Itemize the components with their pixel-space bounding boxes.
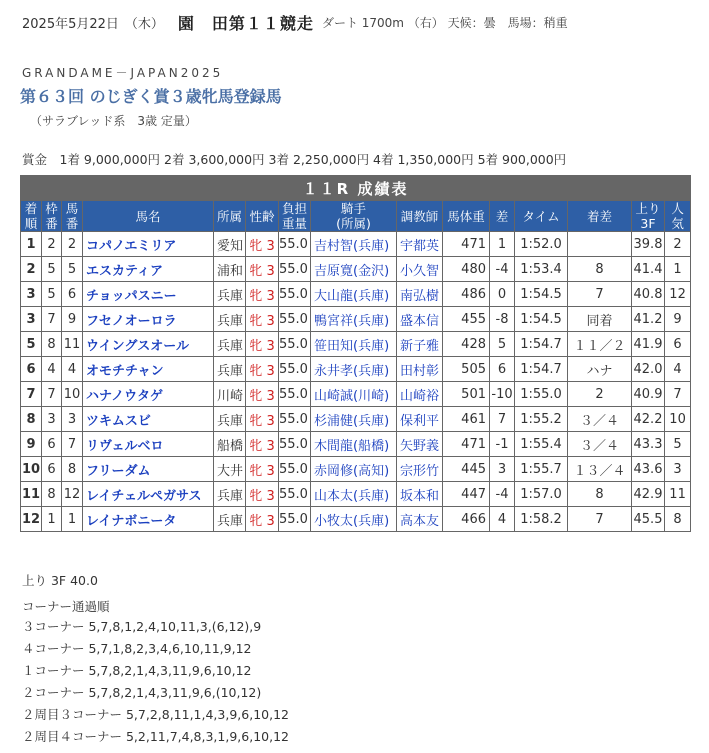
table-row — [21, 232, 691, 257]
popularity-cell: 7 — [665, 382, 691, 407]
corner-line: ４コーナー 5,7,1,8,2,3,4,6,10,11,9,12 — [22, 641, 252, 656]
page-title: 第６３回 のじぎく賞３歳牝馬登録馬 — [20, 87, 282, 106]
popularity-cell: 10 — [665, 407, 691, 432]
pos-cell: 8 — [21, 407, 42, 432]
sex-age-cell: 牝 3 — [246, 307, 279, 332]
last3f-cell: 42.0 — [632, 357, 665, 382]
diff-cell: 1 — [490, 232, 515, 257]
jockey-link[interactable]: 大山龍(兵庫) — [311, 282, 397, 307]
col-margin: 着差 — [568, 201, 632, 232]
weight-cell: 55.0 — [279, 357, 311, 382]
prize-money: 賞金 1着 9,000,000円 2着 3,600,000円 3着 2,250,000円 4着 1,350,000円 5着 900,000円 — [22, 152, 567, 167]
race-weekday: （木） — [124, 16, 164, 32]
num-cell: 9 — [62, 307, 83, 332]
race-name: 園 田第１１競走 — [177, 13, 314, 33]
num-cell: 2 — [62, 232, 83, 257]
diff-cell: 6 — [490, 357, 515, 382]
area-cell: 兵庫 — [214, 507, 246, 532]
horse-name-link[interactable]: レイナボニータ — [83, 507, 214, 532]
bodyweight-cell: 455 — [443, 307, 490, 332]
jockey-link[interactable]: 吉村智(兵庫) — [311, 232, 397, 257]
organizer-label: GRANDAME－JAPAN2025 — [22, 66, 224, 80]
weight-cell: 55.0 — [279, 382, 311, 407]
bodyweight-cell: 461 — [443, 407, 490, 432]
horse-name-link[interactable]: フセノオーロラ — [83, 307, 214, 332]
area-cell: 船橋 — [214, 432, 246, 457]
horse-name-link[interactable]: ツキムスビ — [83, 407, 214, 432]
time-cell: 1:54.5 — [515, 282, 568, 307]
trainer-link[interactable]: 坂本和 — [397, 482, 443, 507]
waku-cell: 4 — [42, 357, 62, 382]
time-cell: 1:55.0 — [515, 382, 568, 407]
area-cell: 兵庫 — [214, 332, 246, 357]
col-time: タイム — [515, 201, 568, 232]
col-area: 所属 — [214, 201, 246, 232]
time-cell: 1:57.0 — [515, 482, 568, 507]
horse-name-link[interactable]: ウイングスオール — [83, 332, 214, 357]
popularity-cell: 5 — [665, 432, 691, 457]
col-num: 馬 番 — [62, 201, 83, 232]
horse-name-link[interactable]: リヴェルベロ — [83, 432, 214, 457]
margin-cell: 7 — [568, 282, 632, 307]
pos-cell: 9 — [21, 432, 42, 457]
pos-cell: 12 — [21, 507, 42, 532]
corner-line: ２周目４コーナー 5,2,11,7,4,8,3,1,9,6,10,12 — [22, 729, 289, 744]
weight-cell: 55.0 — [279, 307, 311, 332]
table-row — [21, 407, 691, 432]
bodyweight-cell: 505 — [443, 357, 490, 382]
weight-cell: 55.0 — [279, 432, 311, 457]
sex-age-cell: 牝 3 — [246, 432, 279, 457]
waku-cell: 6 — [42, 432, 62, 457]
table-row — [21, 307, 691, 332]
pos-cell: 3 — [21, 282, 42, 307]
time-cell: 1:54.7 — [515, 357, 568, 382]
time-cell: 1:53.4 — [515, 257, 568, 282]
horse-name-link[interactable]: ハナノウタゲ — [83, 382, 214, 407]
diff-cell: -4 — [490, 482, 515, 507]
last3f-cell: 43.6 — [632, 457, 665, 482]
last3f-cell: 41.2 — [632, 307, 665, 332]
num-cell: 5 — [62, 257, 83, 282]
col-jockey: 騎手 (所属) — [311, 201, 397, 232]
weight-cell: 55.0 — [279, 332, 311, 357]
sex-age-cell: 牝 3 — [246, 332, 279, 357]
waku-cell: 6 — [42, 457, 62, 482]
weight-cell: 55.0 — [279, 257, 311, 282]
num-cell: 12 — [62, 482, 83, 507]
pos-cell: 11 — [21, 482, 42, 507]
time-cell: 1:58.2 — [515, 507, 568, 532]
horse-name-link[interactable]: チョッパスニー — [83, 282, 214, 307]
time-cell: 1:54.7 — [515, 332, 568, 357]
margin-cell: 2 — [568, 382, 632, 407]
table-row — [21, 357, 691, 382]
corner-title: コーナー通過順 — [22, 599, 110, 614]
table-row — [21, 457, 691, 482]
num-cell: 10 — [62, 382, 83, 407]
num-cell: 8 — [62, 457, 83, 482]
col-pos: 着 順 — [21, 201, 42, 232]
bodyweight-cell: 428 — [443, 332, 490, 357]
sex-age-cell: 牝 3 — [246, 507, 279, 532]
num-cell: 11 — [62, 332, 83, 357]
weight-cell: 55.0 — [279, 457, 311, 482]
trainer-link[interactable]: 宇都英 — [397, 232, 443, 257]
time-cell: 1:54.5 — [515, 307, 568, 332]
num-cell: 7 — [62, 432, 83, 457]
area-cell: 川崎 — [214, 382, 246, 407]
col-waku: 枠 番 — [42, 201, 62, 232]
popularity-cell: 3 — [665, 457, 691, 482]
diff-cell: -4 — [490, 257, 515, 282]
horse-name-link[interactable]: フリーダム — [83, 457, 214, 482]
waku-cell: 1 — [42, 507, 62, 532]
margin-cell: 8 — [568, 257, 632, 282]
diff-cell: 0 — [490, 282, 515, 307]
sex-age-cell: 牝 3 — [246, 482, 279, 507]
margin-cell: ３／４ — [568, 432, 632, 457]
margin-cell: 8 — [568, 482, 632, 507]
diff-cell: 4 — [490, 507, 515, 532]
popularity-cell: 4 — [665, 357, 691, 382]
last3f-cell: 41.4 — [632, 257, 665, 282]
last3f-cell: 45.5 — [632, 507, 665, 532]
diff-cell: -10 — [490, 382, 515, 407]
pos-cell: 2 — [21, 257, 42, 282]
jockey-link[interactable]: 赤岡修(高知) — [311, 457, 397, 482]
diff-cell: 5 — [490, 332, 515, 357]
area-cell: 兵庫 — [214, 407, 246, 432]
trainer-link[interactable]: 宗形竹 — [397, 457, 443, 482]
margin-cell: ハナ — [568, 357, 632, 382]
table-row — [21, 507, 691, 532]
popularity-cell: 6 — [665, 332, 691, 357]
area-cell: 大井 — [214, 457, 246, 482]
trainer-link[interactable]: 矢野義 — [397, 432, 443, 457]
last3f-summary: 上り 3F 40.0 — [22, 573, 98, 588]
jockey-link[interactable]: 木間龍(船橋) — [311, 432, 397, 457]
trainer-link[interactable]: 山崎裕 — [397, 382, 443, 407]
jockey-link[interactable]: 永井孝(兵庫) — [311, 357, 397, 382]
diff-cell: 7 — [490, 407, 515, 432]
horse-name-link[interactable]: レイチェルペガサス — [83, 482, 214, 507]
sex-age-cell: 牝 3 — [246, 282, 279, 307]
popularity-cell: 1 — [665, 257, 691, 282]
table-row — [21, 257, 691, 282]
num-cell: 3 — [62, 407, 83, 432]
weight-cell: 55.0 — [279, 482, 311, 507]
waku-cell: 7 — [42, 307, 62, 332]
margin-cell: ３／４ — [568, 407, 632, 432]
jockey-link[interactable]: 小牧太(兵庫) — [311, 507, 397, 532]
table-title: １１R 成績表 — [21, 176, 691, 201]
pos-cell: 3 — [21, 307, 42, 332]
table-row — [21, 482, 691, 507]
jockey-link[interactable]: 山崎誠(川崎) — [311, 382, 397, 407]
margin-cell: １１／２ — [568, 332, 632, 357]
margin-cell: 同着 — [568, 307, 632, 332]
pos-cell: 6 — [21, 357, 42, 382]
col-pop: 人 気 — [665, 201, 691, 232]
time-cell: 1:55.4 — [515, 432, 568, 457]
trainer-link[interactable]: 小久智 — [397, 257, 443, 282]
horse-name-link[interactable]: オモチチャン — [83, 357, 214, 382]
num-cell: 6 — [62, 282, 83, 307]
corner-line: ２コーナー 5,7,8,2,1,4,3,11,9,6,(10,12) — [22, 685, 262, 700]
horse-name-link[interactable]: エスカティア — [83, 257, 214, 282]
weight-cell: 55.0 — [279, 407, 311, 432]
popularity-cell: 8 — [665, 507, 691, 532]
jockey-link[interactable]: 吉原寛(金沢) — [311, 257, 397, 282]
pos-cell: 7 — [21, 382, 42, 407]
jockey-link[interactable]: 山本太(兵庫) — [311, 482, 397, 507]
time-cell: 1:52.0 — [515, 232, 568, 257]
pos-cell: 10 — [21, 457, 42, 482]
area-cell: 浦和 — [214, 257, 246, 282]
sex-age-cell: 牝 3 — [246, 382, 279, 407]
time-cell: 1:55.2 — [515, 407, 568, 432]
margin-cell: 7 — [568, 507, 632, 532]
trainer-link[interactable]: 保利平 — [397, 407, 443, 432]
popularity-cell: 11 — [665, 482, 691, 507]
weight-cell: 55.0 — [279, 232, 311, 257]
corner-line: ３コーナー 5,7,8,1,2,4,10,11,3,(6,12),9 — [22, 619, 262, 634]
time-cell: 1:55.7 — [515, 457, 568, 482]
waku-cell: 2 — [42, 232, 62, 257]
trainer-link[interactable]: 盛本信 — [397, 307, 443, 332]
corner-line: ２周目３コーナー 5,7,2,8,11,1,4,3,9,6,10,12 — [22, 707, 289, 722]
pos-cell: 5 — [21, 332, 42, 357]
area-cell: 兵庫 — [214, 282, 246, 307]
popularity-cell: 2 — [665, 232, 691, 257]
last3f-cell: 43.3 — [632, 432, 665, 457]
last3f-cell: 41.9 — [632, 332, 665, 357]
trainer-link[interactable]: 新子雅 — [397, 332, 443, 357]
area-cell: 兵庫 — [214, 307, 246, 332]
bodyweight-cell: 486 — [443, 282, 490, 307]
waku-cell: 3 — [42, 407, 62, 432]
last3f-cell: 42.2 — [632, 407, 665, 432]
weight-cell: 55.0 — [279, 282, 311, 307]
bodyweight-cell: 471 — [443, 432, 490, 457]
waku-cell: 5 — [42, 257, 62, 282]
col-weight: 負担 重量 — [279, 201, 311, 232]
num-cell: 1 — [62, 507, 83, 532]
col-horse: 馬名 — [83, 201, 214, 232]
jockey-link[interactable]: 杉浦健(兵庫) — [311, 407, 397, 432]
corner-line: １コーナー 5,7,8,2,1,4,3,11,9,6,10,12 — [22, 663, 252, 678]
sex-age-cell: 牝 3 — [246, 457, 279, 482]
jockey-link[interactable]: 笹田知(兵庫) — [311, 332, 397, 357]
table-row — [21, 382, 691, 407]
race-info: ダート 1700m （右） 天候：曇 馬場：稍重 — [321, 15, 568, 30]
last3f-cell: 39.8 — [632, 232, 665, 257]
sex-age-cell: 牝 3 — [246, 232, 279, 257]
col-bodyweight: 馬体重 — [443, 201, 490, 232]
waku-cell: 5 — [42, 282, 62, 307]
bodyweight-cell: 471 — [443, 232, 490, 257]
col-sexage: 性齢 — [246, 201, 279, 232]
trainer-link[interactable]: 田村彰 — [397, 357, 443, 382]
table-header-row — [21, 201, 691, 232]
popularity-cell: 9 — [665, 307, 691, 332]
diff-cell: -1 — [490, 432, 515, 457]
bodyweight-cell: 466 — [443, 507, 490, 532]
pos-cell: 1 — [21, 232, 42, 257]
area-cell: 愛知 — [214, 232, 246, 257]
table-row — [21, 282, 691, 307]
diff-cell: -8 — [490, 307, 515, 332]
num-cell: 4 — [62, 357, 83, 382]
results-table — [20, 175, 691, 532]
margin-cell: １３／４ — [568, 457, 632, 482]
col-diff: 差 — [490, 201, 515, 232]
trainer-link[interactable]: 高本友 — [397, 507, 443, 532]
trainer-link[interactable]: 南弘樹 — [397, 282, 443, 307]
diff-cell: 3 — [490, 457, 515, 482]
sex-age-cell: 牝 3 — [246, 407, 279, 432]
waku-cell: 8 — [42, 482, 62, 507]
sex-age-cell: 牝 3 — [246, 257, 279, 282]
col-last3f: 上り 3F — [632, 201, 665, 232]
bodyweight-cell: 480 — [443, 257, 490, 282]
sex-age-cell: 牝 3 — [246, 357, 279, 382]
area-cell: 兵庫 — [214, 357, 246, 382]
table-row — [21, 432, 691, 457]
waku-cell: 7 — [42, 382, 62, 407]
last3f-cell: 40.9 — [632, 382, 665, 407]
area-cell: 兵庫 — [214, 482, 246, 507]
popularity-cell: 12 — [665, 282, 691, 307]
last3f-cell: 40.8 — [632, 282, 665, 307]
bodyweight-cell: 501 — [443, 382, 490, 407]
race-date: 2025年5月22日 — [22, 16, 119, 32]
horse-name-link[interactable]: コパノエミリア — [83, 232, 214, 257]
table-row — [21, 332, 691, 357]
race-conditions: （サラブレッド系 3歳 定量） — [30, 114, 197, 128]
jockey-link[interactable]: 鴨宮祥(兵庫) — [311, 307, 397, 332]
last3f-cell: 42.9 — [632, 482, 665, 507]
col-trainer: 調教師 — [397, 201, 443, 232]
bodyweight-cell: 447 — [443, 482, 490, 507]
weight-cell: 55.0 — [279, 507, 311, 532]
margin-cell — [568, 232, 632, 257]
bodyweight-cell: 445 — [443, 457, 490, 482]
waku-cell: 8 — [42, 332, 62, 357]
race-header — [22, 8, 702, 36]
